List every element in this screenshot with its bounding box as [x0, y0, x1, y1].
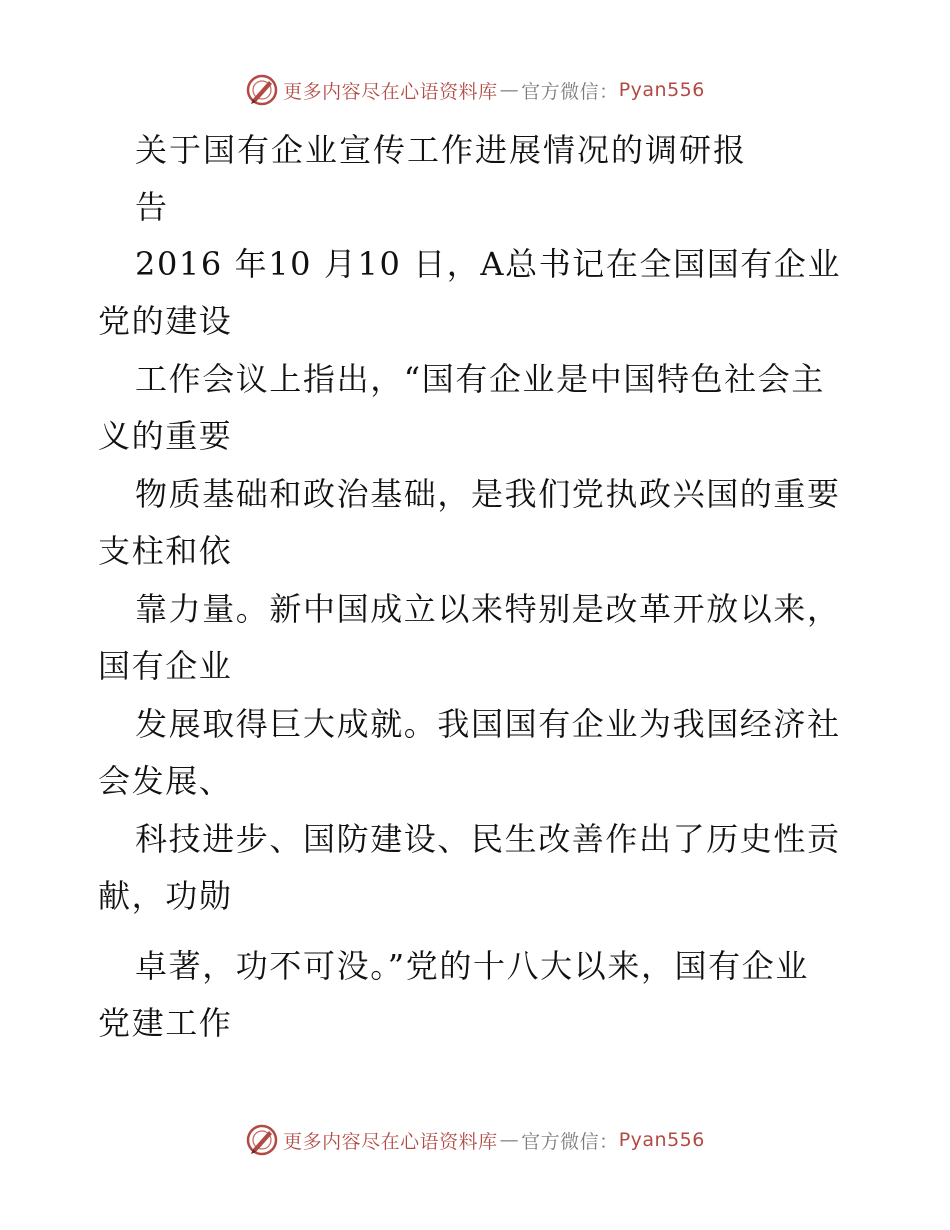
paragraph-line: 靠力量。新中国成立以来特别是改革开放以来，: [135, 590, 841, 628]
header-brand-text: 更多内容尽在心语资料库: [283, 80, 498, 103]
header-dash: —: [499, 79, 520, 101]
paragraph-line: 义的重要: [98, 417, 233, 455]
header-wechat-label: 官方微信：: [521, 80, 619, 103]
paragraph-line: 物质基础和政治基础，是我们党执政兴国的重要: [135, 475, 841, 513]
pen-seal-icon: [245, 73, 279, 107]
paragraph-line: 国有企业: [98, 647, 233, 685]
footer-banner: [0, 1122, 950, 1158]
paragraph-line: 卓著，功不可没。”党的十八大以来，国有企业: [135, 947, 809, 985]
paragraph-line: 2016 年10 月10 日，A总书记在全国国有企业: [135, 245, 842, 283]
paragraph-line: 支柱和依: [98, 532, 233, 570]
paragraph-line: 党建工作: [98, 1004, 233, 1042]
footer-wechat-id: Pyan556: [618, 1129, 705, 1151]
header-wechat-id: Pyan556: [618, 79, 705, 101]
document-title-line-2: 告: [135, 188, 170, 226]
paragraph-line: 科技进步、国防建设、民生改善作出了历史性贡: [135, 820, 841, 858]
footer-wechat-label: 官方微信：: [521, 1130, 619, 1153]
paragraph-line: 工作会议上指出，“国有企业是中国特色社会主: [135, 360, 825, 398]
header-banner: [0, 72, 950, 108]
paragraph-line: 会发展、: [98, 762, 233, 800]
paragraph-line: 发展取得巨大成就。我国国有企业为我国经济社: [135, 705, 841, 743]
footer-dash: —: [499, 1129, 520, 1151]
paragraph-line: 党的建设: [98, 302, 233, 340]
document-title-line-1: 关于国有企业宣传工作进展情况的调研报: [135, 131, 748, 169]
footer-brand-text: 更多内容尽在心语资料库: [283, 1130, 498, 1153]
paragraph-line: 献，功勋: [98, 877, 233, 915]
pen-seal-icon: [245, 1123, 279, 1157]
